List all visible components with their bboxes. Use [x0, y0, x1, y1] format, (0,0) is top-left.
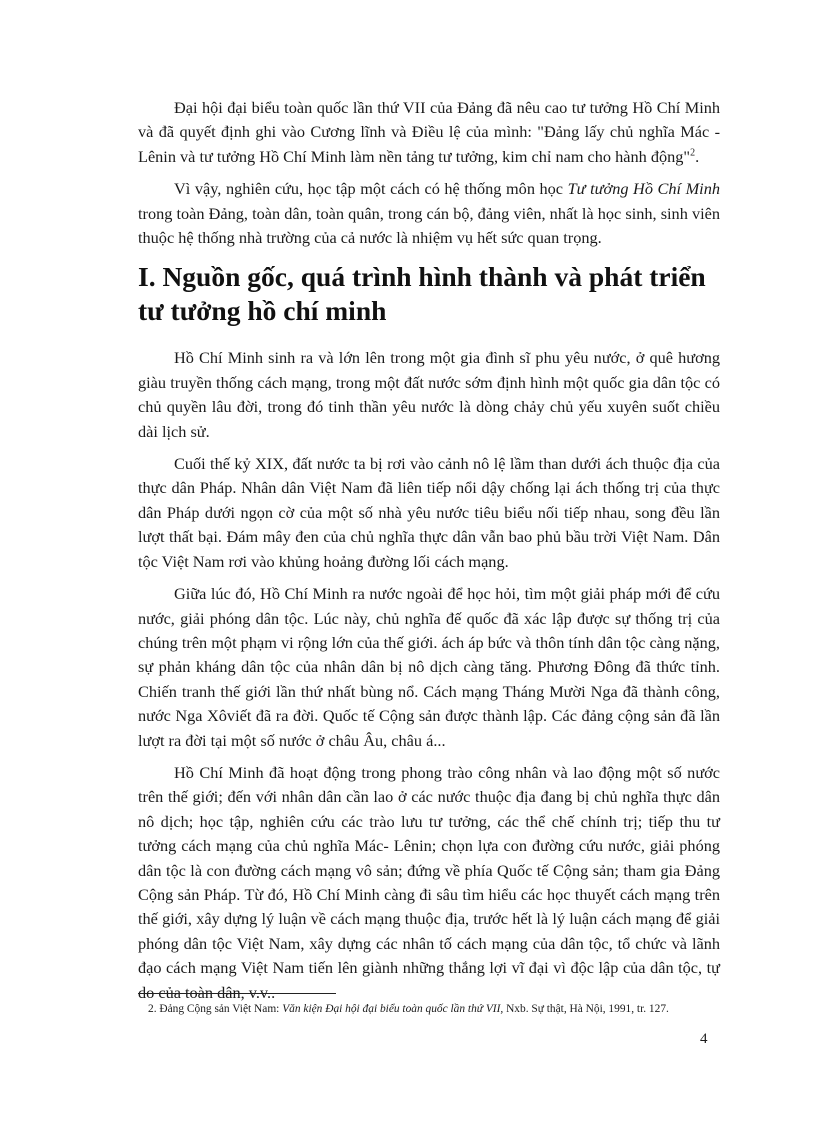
paragraph — [138, 582, 720, 753]
page-body — [138, 96, 720, 1013]
paragraph — [138, 177, 720, 250]
footnote — [148, 1002, 728, 1017]
intro-paragraphs — [138, 96, 720, 250]
paragraph — [138, 761, 720, 1005]
text-run: trong toàn Đảng, toàn dân, toàn quân, trong cán bộ, đảng viên, nhất là học sinh, sinh viên thuộc hệ thống nhà trường của cả nước là nhiệm vụ hết sức quan trọng. — [138, 203, 720, 248]
text-run: Hồ Chí Minh sinh ra và lớn lên trong một gia đình sĩ phu yêu nước, ở quê hương giàu truyền thống cách mạng, trong một đất nước sớm định hình một quốc gia dân tộc có chủ quyền lâu đời, trong đó tinh thần yêu nước là dòng chảy chủ yếu xuyên suốt chiều dài lịch sử. — [138, 348, 720, 441]
text-run: Đại hội đại biểu toàn quốc lần thứ VII của Đảng đã nêu cao tư tưởng Hồ Chí Minh và đã quyết định ghi vào Cương lĩnh và Điều lệ của mình: "Đảng lấy chủ nghĩa Mác - Lênin và tư tưởng Hồ Chí Minh làm nền tảng tư tưởng, kim chỉ nam cho hành động" — [138, 98, 720, 166]
text-run: Văn kiện Đại hội đại biểu toàn quốc lần thứ VII, — [282, 1003, 504, 1015]
paragraph — [138, 452, 720, 574]
text-run: Cuối thế kỷ XIX, đất nước ta bị rơi vào cảnh nô lệ lầm than dưới ách thuộc địa của thực dân Pháp. Nhân dân Việt Nam đã liên tiếp nổi dậy chống lại ách thống trị của thực dân Pháp dưới ngọn cờ của một số nhà yêu nước tiêu biểu nối tiếp nhau, song đều lần lượt thất bại. Đám mây đen của chủ nghĩa thực dân vẫn bao phủ bầu trời Việt Nam. Dân tộc Việt Nam rơi vào khủng hoảng đường lối cách mạng. — [138, 454, 720, 571]
paragraph — [138, 346, 720, 444]
text-run: 2. Đảng Cộng sản Việt Nam: — [148, 1003, 283, 1015]
section-paragraphs — [138, 346, 720, 1005]
footnote-divider — [138, 993, 336, 994]
text-run: . — [695, 146, 700, 166]
text-run: Hồ Chí Minh đã hoạt động trong phong trào công nhân và lao động một số nước trên thế giới; đến với nhân dân cần lao ở các nước thuộc địa đang bị chủ nghĩa thực dân nô dịch; học tập, nghiên cứu các trào lưu tư tưởng, các thể chế chính trị; tiếp thu tư tưởng cách mạng của chủ nghĩa Mác- Lênin; chọn lựa con đường cứu nước, giải phóng dân tộc là con đường cách mạng vô sản; đứng về phía Quốc tế Cộng sản; tham gia Đảng Cộng sản Pháp. Từ đó, Hồ Chí Minh càng đi sâu tìm hiểu các học thuyết cách mạng trên thế giới, xây dựng lý luận về cách mạng thuộc địa, trước hết là lý luận cách mạng để giải phóng dân tộc Việt Nam, xây dựng các nhân tố cách mạng của dân tộc, tổ chức và lãnh đạo cách mạng Việt Nam tiến lên giành những thắng lợi vĩ đại vì độc lập của dân tộc, tự do của toàn dân, v.v.. — [138, 762, 720, 1002]
text-run: Tư tưởng Hồ Chí Minh — [567, 179, 720, 199]
text-run: Vì vậy, nghiên cứu, học tập một cách có hệ thống môn học — [174, 179, 568, 199]
footnote-ref: 2 — [690, 147, 696, 159]
text-run: Giữa lúc đó, Hồ Chí Minh ra nước ngoài để học hỏi, tìm một giải pháp mới để cứu nước, giải phóng dân tộc. Lúc này, chủ nghĩa đế quốc đã xác lập được sự thống trị của chúng trên một phạm vi rộng lớn của thế giới. ách áp bức và thôn tính dân tộc càng nặng, sự phản kháng dân tộc của nhân dân bị nô dịch càng tăng. Phương Đông đã thức tỉnh. Chiến tranh thế giới lần thứ nhất bùng nổ. Cách mạng Tháng Mười Nga đã thành công, nước Nga Xôviết đã ra đời. Quốc tế Cộng sản được thành lập. Các đảng cộng sản đã lần lượt ra đời tại một số nước ở châu Âu, châu á... — [138, 584, 720, 750]
text-run: Nxb. Sự thật, Hà Nội, 1991, tr. 127. — [503, 1003, 669, 1015]
section-heading: I. Nguồn gốc, quá trình hình thành và phát triển tư tưởng hồ chí minh — [138, 261, 706, 327]
page-number: 4 — [700, 1031, 708, 1047]
paragraph — [138, 96, 720, 169]
